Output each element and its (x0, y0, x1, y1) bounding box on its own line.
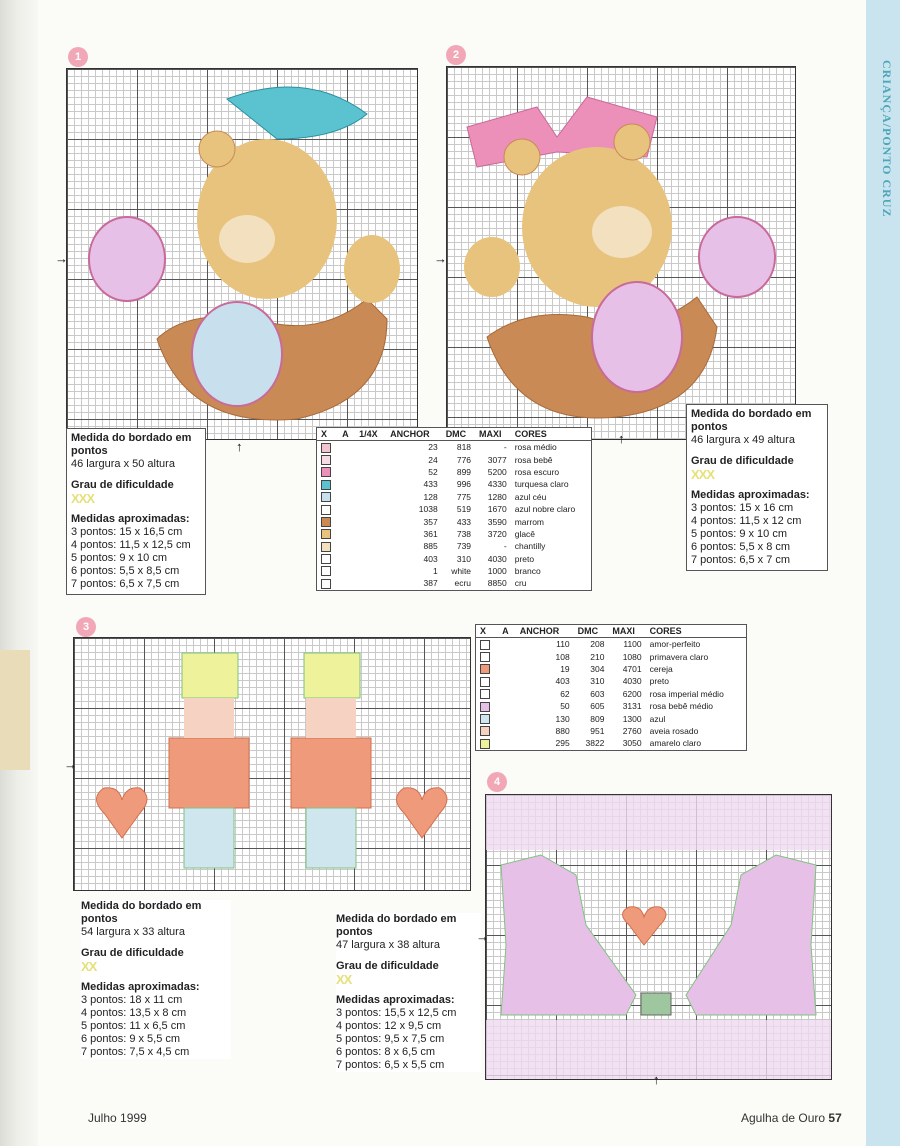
dmc-code: 605 (590, 701, 605, 712)
measure-line: 6 pontos: 5,5 x 8 cm (691, 541, 791, 553)
color-key-table-2 (475, 624, 747, 751)
col-header: A (498, 625, 516, 638)
difficulty-title: Grau de dificuldade (71, 479, 174, 491)
dmc-code: 899 (456, 466, 472, 477)
color-swatch (321, 492, 331, 502)
maxi-code: 1080 (622, 651, 642, 662)
size-title: Medida do bordado em pontos (336, 913, 457, 938)
swatch-cell (476, 737, 499, 750)
key-row (317, 453, 592, 465)
measure-line: 3 pontos: 15 x 16 cm (691, 502, 794, 514)
page-number: 57 (828, 1111, 842, 1125)
measure-line: 5 pontos: 9 x 10 cm (691, 528, 787, 540)
maxi-code: 4030 (622, 676, 642, 687)
section-label: CRIANÇA/PONTO CRUZ (880, 60, 894, 218)
key-row (317, 515, 592, 527)
footer-date: Julho 1999 (88, 1111, 147, 1125)
difficulty-title: Grau de dificuldade (691, 455, 794, 467)
color-swatch (480, 739, 490, 749)
anchor-code: 357 (423, 516, 438, 527)
key-row (476, 737, 747, 750)
anchor-code: 361 (423, 528, 438, 539)
col-header: ANCHOR (386, 428, 442, 441)
dmc-code: 739 (456, 541, 472, 552)
color-name: azul nobre claro (514, 504, 576, 515)
col-header: CORES (646, 625, 747, 638)
measure-line: 7 pontos: 7,5 x 4,5 cm (81, 1046, 190, 1058)
maxi-code: 1670 (487, 504, 507, 515)
maxi-code: 3077 (487, 454, 507, 465)
swatch-cell (317, 453, 339, 465)
dmc-code: ecru (454, 578, 472, 589)
measure-line: 7 pontos: 6,5 x 7,5 cm (71, 578, 180, 590)
color-name: branco (514, 566, 541, 577)
color-name: cereja (649, 663, 673, 674)
color-key-table-1 (316, 427, 592, 591)
key-row (317, 503, 592, 515)
anchor-code: 403 (555, 676, 570, 687)
measure-line: 5 pontos: 9 x 10 cm (71, 552, 167, 564)
color-swatch (321, 517, 331, 527)
key-row (476, 675, 747, 687)
maxi-code: 6200 (622, 688, 642, 699)
key-row (476, 638, 747, 651)
dmc-code: 738 (456, 528, 472, 539)
anchor-code: 885 (423, 541, 438, 552)
color-swatch (321, 542, 331, 552)
col-header: ANCHOR (516, 625, 574, 638)
anchor-code: 108 (555, 651, 570, 662)
key-row (476, 688, 747, 700)
chart-2-number: 2 (446, 45, 466, 65)
anchor-code: 19 (560, 663, 570, 674)
color-swatch (480, 664, 490, 674)
publication-name: Agulha de Ouro (741, 1111, 826, 1125)
color-name: preto (649, 676, 669, 687)
difficulty-icon: XX (81, 959, 97, 974)
dmc-code: 310 (590, 676, 605, 687)
col-header: X (317, 428, 339, 441)
measures-title: Medidas aproximadas: (71, 513, 190, 525)
swatch-cell (476, 712, 499, 724)
swatch-cell (317, 503, 339, 515)
maxi-code: 1000 (487, 566, 507, 577)
swatch-cell (476, 638, 499, 651)
col-header: MAXI (475, 428, 511, 441)
measure-line: 4 pontos: 13,5 x 8 cm (81, 1007, 187, 1019)
key-row (317, 528, 592, 540)
anchor-code: 62 (560, 688, 570, 699)
measure-line: 4 pontos: 12 x 9,5 cm (336, 1020, 442, 1032)
center-arrow-left: → (476, 929, 489, 944)
color-name: glacê (514, 528, 536, 539)
dmc-code: 208 (590, 639, 605, 650)
swatch-cell (317, 528, 339, 540)
bear-with-egg-motif (67, 69, 417, 439)
col-header: CORES (511, 428, 592, 441)
swatch-cell (317, 515, 339, 527)
key-row (476, 725, 747, 737)
key-row (476, 712, 747, 724)
center-arrow-bottom: ↑ (618, 431, 625, 446)
bear-with-bow-motif (447, 67, 795, 439)
chart-1-grid (66, 68, 418, 440)
chart-4-number: 4 (487, 772, 507, 792)
measure-line: 7 pontos: 6,5 x 5,5 cm (336, 1059, 445, 1071)
dmc-code: 433 (456, 516, 472, 527)
color-name: turquesa claro (514, 479, 569, 490)
anchor-code: 1 (432, 566, 438, 577)
measure-line: 3 pontos: 15,5 x 12,5 cm (336, 1007, 457, 1019)
dmc-code: 776 (456, 454, 472, 465)
color-swatch (321, 443, 331, 453)
color-swatch (321, 554, 331, 564)
maxi-code: 1280 (487, 491, 507, 502)
key-row (317, 441, 592, 454)
color-name: azul céu (514, 491, 547, 502)
anchor-code: 433 (423, 479, 438, 490)
measure-line: 3 pontos: 18 x 11 cm (81, 994, 183, 1006)
maxi-code: 3720 (487, 528, 507, 539)
size-value: 47 largura x 38 altura (336, 939, 440, 951)
measure-line: 5 pontos: 11 x 6,5 cm (81, 1020, 186, 1032)
color-swatch (480, 652, 490, 662)
measure-line: 3 pontos: 15 x 16,5 cm (71, 526, 183, 538)
dmc-code: 3822 (585, 738, 605, 749)
center-arrow-bottom: ↑ (236, 439, 243, 454)
anchor-code: 23 (428, 442, 438, 453)
color-name: azul (649, 713, 666, 724)
key-row (317, 553, 592, 565)
col-header: DMC (442, 428, 475, 441)
maxi-code: 3590 (487, 516, 507, 527)
key-row (476, 650, 747, 662)
color-name: aveia rosado (649, 725, 699, 736)
col-header: A (338, 428, 355, 441)
anchor-code: 403 (423, 553, 438, 564)
color-name: amarelo claro (649, 738, 702, 749)
dmc-code: 951 (590, 725, 605, 736)
key-row (476, 663, 747, 675)
measures-title: Medidas aproximadas: (81, 981, 200, 993)
color-swatch (480, 640, 490, 650)
key-row (317, 540, 592, 552)
maxi-code: - (503, 442, 507, 453)
measures-title: Medidas aproximadas: (336, 994, 455, 1006)
size-value: 46 largura x 49 altura (691, 434, 795, 446)
page-binding (0, 0, 38, 1146)
color-name: rosa bebê médio (649, 701, 713, 712)
anchor-code: 50 (560, 701, 570, 712)
measure-line: 4 pontos: 11,5 x 12,5 cm (71, 539, 191, 551)
color-swatch (480, 689, 490, 699)
col-header: DMC (574, 625, 609, 638)
maxi-code: 5200 (487, 466, 507, 477)
maxi-code: 4701 (622, 663, 642, 674)
maxi-code: 8850 (487, 578, 507, 589)
anchor-code: 24 (428, 454, 438, 465)
color-swatch (321, 566, 331, 576)
color-name: rosa bebê (514, 454, 553, 465)
size-value: 54 largura x 33 altura (81, 926, 185, 938)
measure-line: 4 pontos: 11,5 x 12 cm (691, 515, 802, 527)
key-row (317, 466, 592, 478)
color-swatch (321, 529, 331, 539)
size-value: 46 largura x 50 altura (71, 458, 175, 470)
maxi-code: 4330 (487, 479, 507, 490)
size-title: Medida do bordado em pontos (81, 900, 202, 925)
chart-3-info (81, 900, 231, 1059)
dmc-code: white (451, 566, 472, 577)
maxi-code: 4030 (487, 553, 507, 564)
dmc-code: 519 (456, 504, 472, 515)
measures-title: Medidas aproximadas: (691, 489, 810, 501)
key-row (476, 700, 747, 712)
anchor-code: 110 (556, 639, 570, 650)
maxi-code: - (503, 541, 507, 552)
swatch-cell (317, 478, 339, 490)
color-name: amor-perfeito (649, 639, 701, 650)
chart-1-number: 1 (68, 47, 88, 67)
swatch-cell (317, 577, 339, 590)
measure-line: 6 pontos: 9 x 5,5 cm (81, 1033, 181, 1045)
color-name: chantilly (514, 541, 546, 552)
col-header: X (476, 625, 499, 638)
difficulty-icon: XXX (71, 491, 95, 506)
center-arrow-left: → (434, 251, 447, 266)
color-name: rosa médio (514, 442, 557, 453)
girl-silhouettes-motif (486, 795, 831, 1079)
key-row (317, 577, 592, 590)
swatch-cell (317, 491, 339, 503)
color-swatch (480, 702, 490, 712)
dmc-code: 818 (456, 442, 472, 453)
anchor-code: 880 (555, 725, 570, 736)
anchor-code: 295 (555, 738, 570, 749)
color-name: primavera claro (649, 651, 709, 662)
swatch-cell (476, 675, 499, 687)
chart-2-info (686, 404, 828, 571)
dmc-code: 210 (590, 651, 605, 662)
measure-line: 6 pontos: 5,5 x 8,5 cm (71, 565, 180, 577)
key-row (317, 565, 592, 577)
size-title: Medida do bordado em pontos (71, 432, 192, 457)
dmc-code: 603 (590, 688, 605, 699)
swatch-cell (317, 565, 339, 577)
swatch-cell (317, 466, 339, 478)
chart-4-info (336, 913, 481, 1072)
size-title: Medida do bordado em pontos (691, 408, 812, 433)
center-arrow-left: → (64, 757, 77, 772)
measure-line: 7 pontos: 6,5 x 7 cm (691, 554, 791, 566)
footer-publication (741, 1111, 842, 1125)
swatch-cell (317, 553, 339, 565)
swatch-cell (317, 441, 339, 454)
anchor-code: 128 (423, 491, 438, 502)
color-name: rosa escuro (514, 466, 560, 477)
swatch-cell (476, 650, 499, 662)
toy-soldiers-motif (74, 638, 470, 890)
difficulty-title: Grau de dificuldade (336, 960, 439, 972)
chart-4-grid (485, 794, 832, 1080)
dmc-code: 996 (456, 479, 472, 490)
difficulty-title: Grau de dificuldade (81, 947, 184, 959)
swatch-cell (317, 540, 339, 552)
anchor-code: 130 (555, 713, 570, 724)
difficulty-icon: XXX (691, 467, 715, 482)
dmc-code: 809 (590, 713, 605, 724)
maxi-code: 1300 (622, 713, 642, 724)
center-arrow-left: → (55, 251, 68, 266)
maxi-code: 3131 (622, 701, 642, 712)
swatch-cell (476, 688, 499, 700)
swatch-cell (476, 700, 499, 712)
center-arrow-bottom: ↑ (653, 1072, 660, 1087)
measure-line: 6 pontos: 8 x 6,5 cm (336, 1046, 436, 1058)
color-swatch (480, 677, 490, 687)
chart-2-grid (446, 66, 796, 440)
chart-3-number: 3 (76, 617, 96, 637)
color-swatch (480, 714, 490, 724)
color-swatch (480, 726, 490, 736)
color-swatch (321, 480, 331, 490)
section-strip (866, 0, 900, 1146)
key-row (317, 491, 592, 503)
color-name: cru (514, 578, 527, 589)
color-swatch (321, 505, 331, 515)
dmc-code: 775 (456, 491, 472, 502)
anchor-code: 1038 (418, 504, 438, 515)
color-swatch (321, 579, 331, 589)
swatch-cell (476, 725, 499, 737)
color-swatch (321, 467, 331, 477)
chart-1-info (66, 428, 206, 595)
dmc-code: 310 (456, 553, 472, 564)
color-name: preto (514, 553, 535, 564)
col-header: MAXI (608, 625, 645, 638)
dmc-code: 304 (590, 663, 605, 674)
swatch-cell (476, 663, 499, 675)
color-name: rosa imperial médio (649, 688, 724, 699)
chart-3-grid (73, 637, 471, 891)
maxi-code: 3050 (622, 738, 642, 749)
difficulty-icon: XX (336, 972, 352, 987)
color-name: marrom (514, 516, 544, 527)
anchor-code: 387 (423, 578, 438, 589)
key-row (317, 478, 592, 490)
anchor-code: 52 (428, 466, 438, 477)
measure-line: 5 pontos: 9,5 x 7,5 cm (336, 1033, 445, 1045)
maxi-code: 1100 (623, 639, 642, 650)
maxi-code: 2760 (622, 725, 642, 736)
binding-decoration (0, 650, 30, 770)
col-header: 1/4X (355, 428, 386, 441)
color-swatch (321, 455, 331, 465)
